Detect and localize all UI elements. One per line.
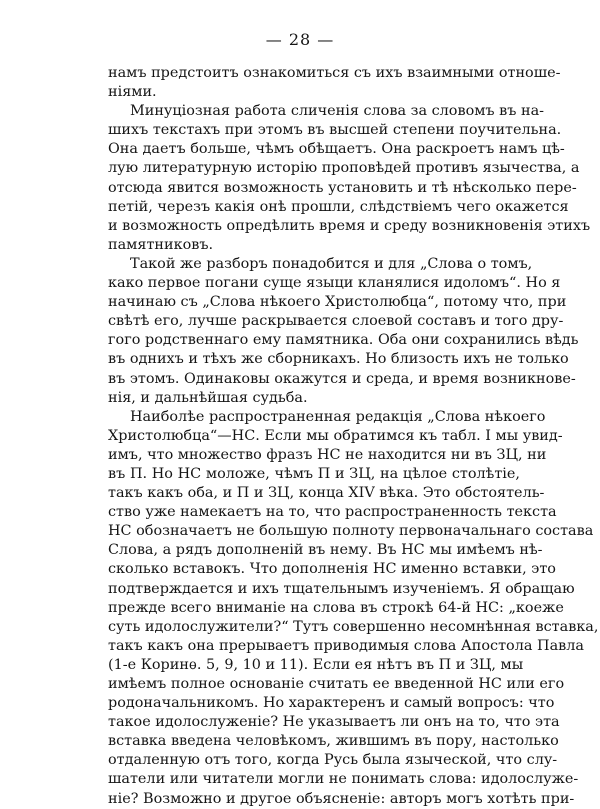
text-line: Минуціозная работа сличенія слова за словомъ въ на-	[130, 103, 545, 120]
text-line: имѣемъ полное основаніе считать ее введенной НС или его	[108, 676, 565, 692]
text-line: Слова, а рядъ дополненій въ нему. Въ НС мы имѣемъ нѣ-	[108, 542, 543, 559]
text-line: ніями.	[108, 84, 157, 101]
text-line: како первое погани суще языци кланялися идоломъ“. Но я	[108, 275, 561, 292]
text-line: въ П. Но НС моложе, чѣмъ П и ЗЦ, на цѣлое столѣтіе,	[108, 465, 520, 482]
paragraph	[108, 102, 591, 255]
text-line: памятниковъ.	[108, 236, 214, 253]
text-line: Христолюбца“—НС. Если мы обратимся къ табл. I мы увид-	[108, 427, 563, 444]
text-line: ство уже намекаетъ на то, что распространенность текста	[108, 504, 557, 521]
text-line: шихъ текстахъ при этомъ въ высшей степени поучительна.	[108, 122, 562, 139]
text-line: сколько вставокъ. Что дополненія НС именно вставки, это	[108, 561, 556, 578]
text-line: свѣтѣ его, лучше раскрывается слоевой составъ и того дру-	[108, 313, 564, 330]
text-line: прежде всего вниманіе на слова въ строкѣ 64-й НС: „коеже	[108, 599, 564, 616]
text-line: петій, черезъ какія онѣ прошли, слѣдствіемъ чего окажется	[108, 198, 569, 215]
text-line: шатели или читатели могли не понимать слова: идолослуже-	[108, 771, 579, 788]
text-line: въ этомъ. Одинаковы окажутся и среда, и время возникнове-	[108, 370, 576, 387]
paragraph	[108, 408, 599, 809]
text-line: Наиболѣе распространенная редакція „Слова нѣкоего	[130, 408, 546, 425]
text-line: нія, и дальнѣйшая судьба.	[108, 389, 308, 406]
text-line: въ однихъ и тѣхъ же сборникахъ. Но близость ихъ не только	[108, 351, 569, 368]
text-line: лую литературную исторію проповѣдей противъ язычества, а	[108, 160, 580, 177]
text-line: Она даетъ больше, чѣмъ обѣщаетъ. Она раскроетъ намъ цѣ-	[108, 141, 565, 158]
text-line: такое идолослуженіе? Не указываетъ ли онъ на то, что эта	[108, 714, 560, 731]
text-line: вставка введена человѣкомъ, жившимъ въ пору, настолько	[108, 733, 559, 750]
text-line: Такой же разборъ понадобится и для „Слова о томъ,	[130, 255, 533, 272]
paragraph	[108, 64, 561, 102]
text-line: гого родственнаго ему памятника. Оба они сохранились вѣдь	[108, 332, 579, 349]
text-line: (1-е Коринѳ. 5, 9, 10 и 11). Если ея нѣтъ въ П и ЗЦ, мы	[108, 656, 524, 673]
text-line: суть идолослужители?“ Тутъ совершенно несомнѣнная вставка,	[108, 618, 599, 635]
text-line: такъ какъ оба, и П и ЗЦ, конца XIV вѣка. Это обстоятель-	[108, 485, 545, 502]
text-line: намъ предстоитъ ознакомиться съ ихъ взаимными отноше-	[108, 65, 561, 81]
page-number: — 28 —	[265, 30, 335, 49]
text-line: отсюда явится возможность установить и тѣ нѣсколько пере-	[108, 179, 577, 196]
text-line: отдаленную отъ того, когда Русь была языческой, что слу-	[108, 752, 558, 769]
text-line: ніе? Возможно и другое объясненіе: авторъ могъ хотѣть при-	[108, 790, 575, 807]
text-line: подтверждается и ихъ тщательнымъ изученіемъ. Я обращаю	[108, 580, 575, 597]
text-line: НС обозначаетъ не большую полноту первоначальнаго состава	[108, 523, 594, 540]
text-line: имъ, что множество фразъ НС не находится ни въ ЗЦ, ни	[108, 446, 547, 463]
body-text	[108, 64, 599, 809]
text-line: родоначальникомъ. Но характеренъ и самый вопросъ: что	[108, 695, 555, 712]
text-line: такъ какъ она прерываетъ приводимыя слова Апостола Павла	[108, 637, 584, 654]
text-line: начинаю съ „Слова нѣкоего Христолюбца“, потому что, при	[108, 294, 567, 311]
paragraph	[108, 255, 579, 408]
text-line: и возможность опредѣлить время и среду возникновенія этихъ	[108, 217, 591, 234]
